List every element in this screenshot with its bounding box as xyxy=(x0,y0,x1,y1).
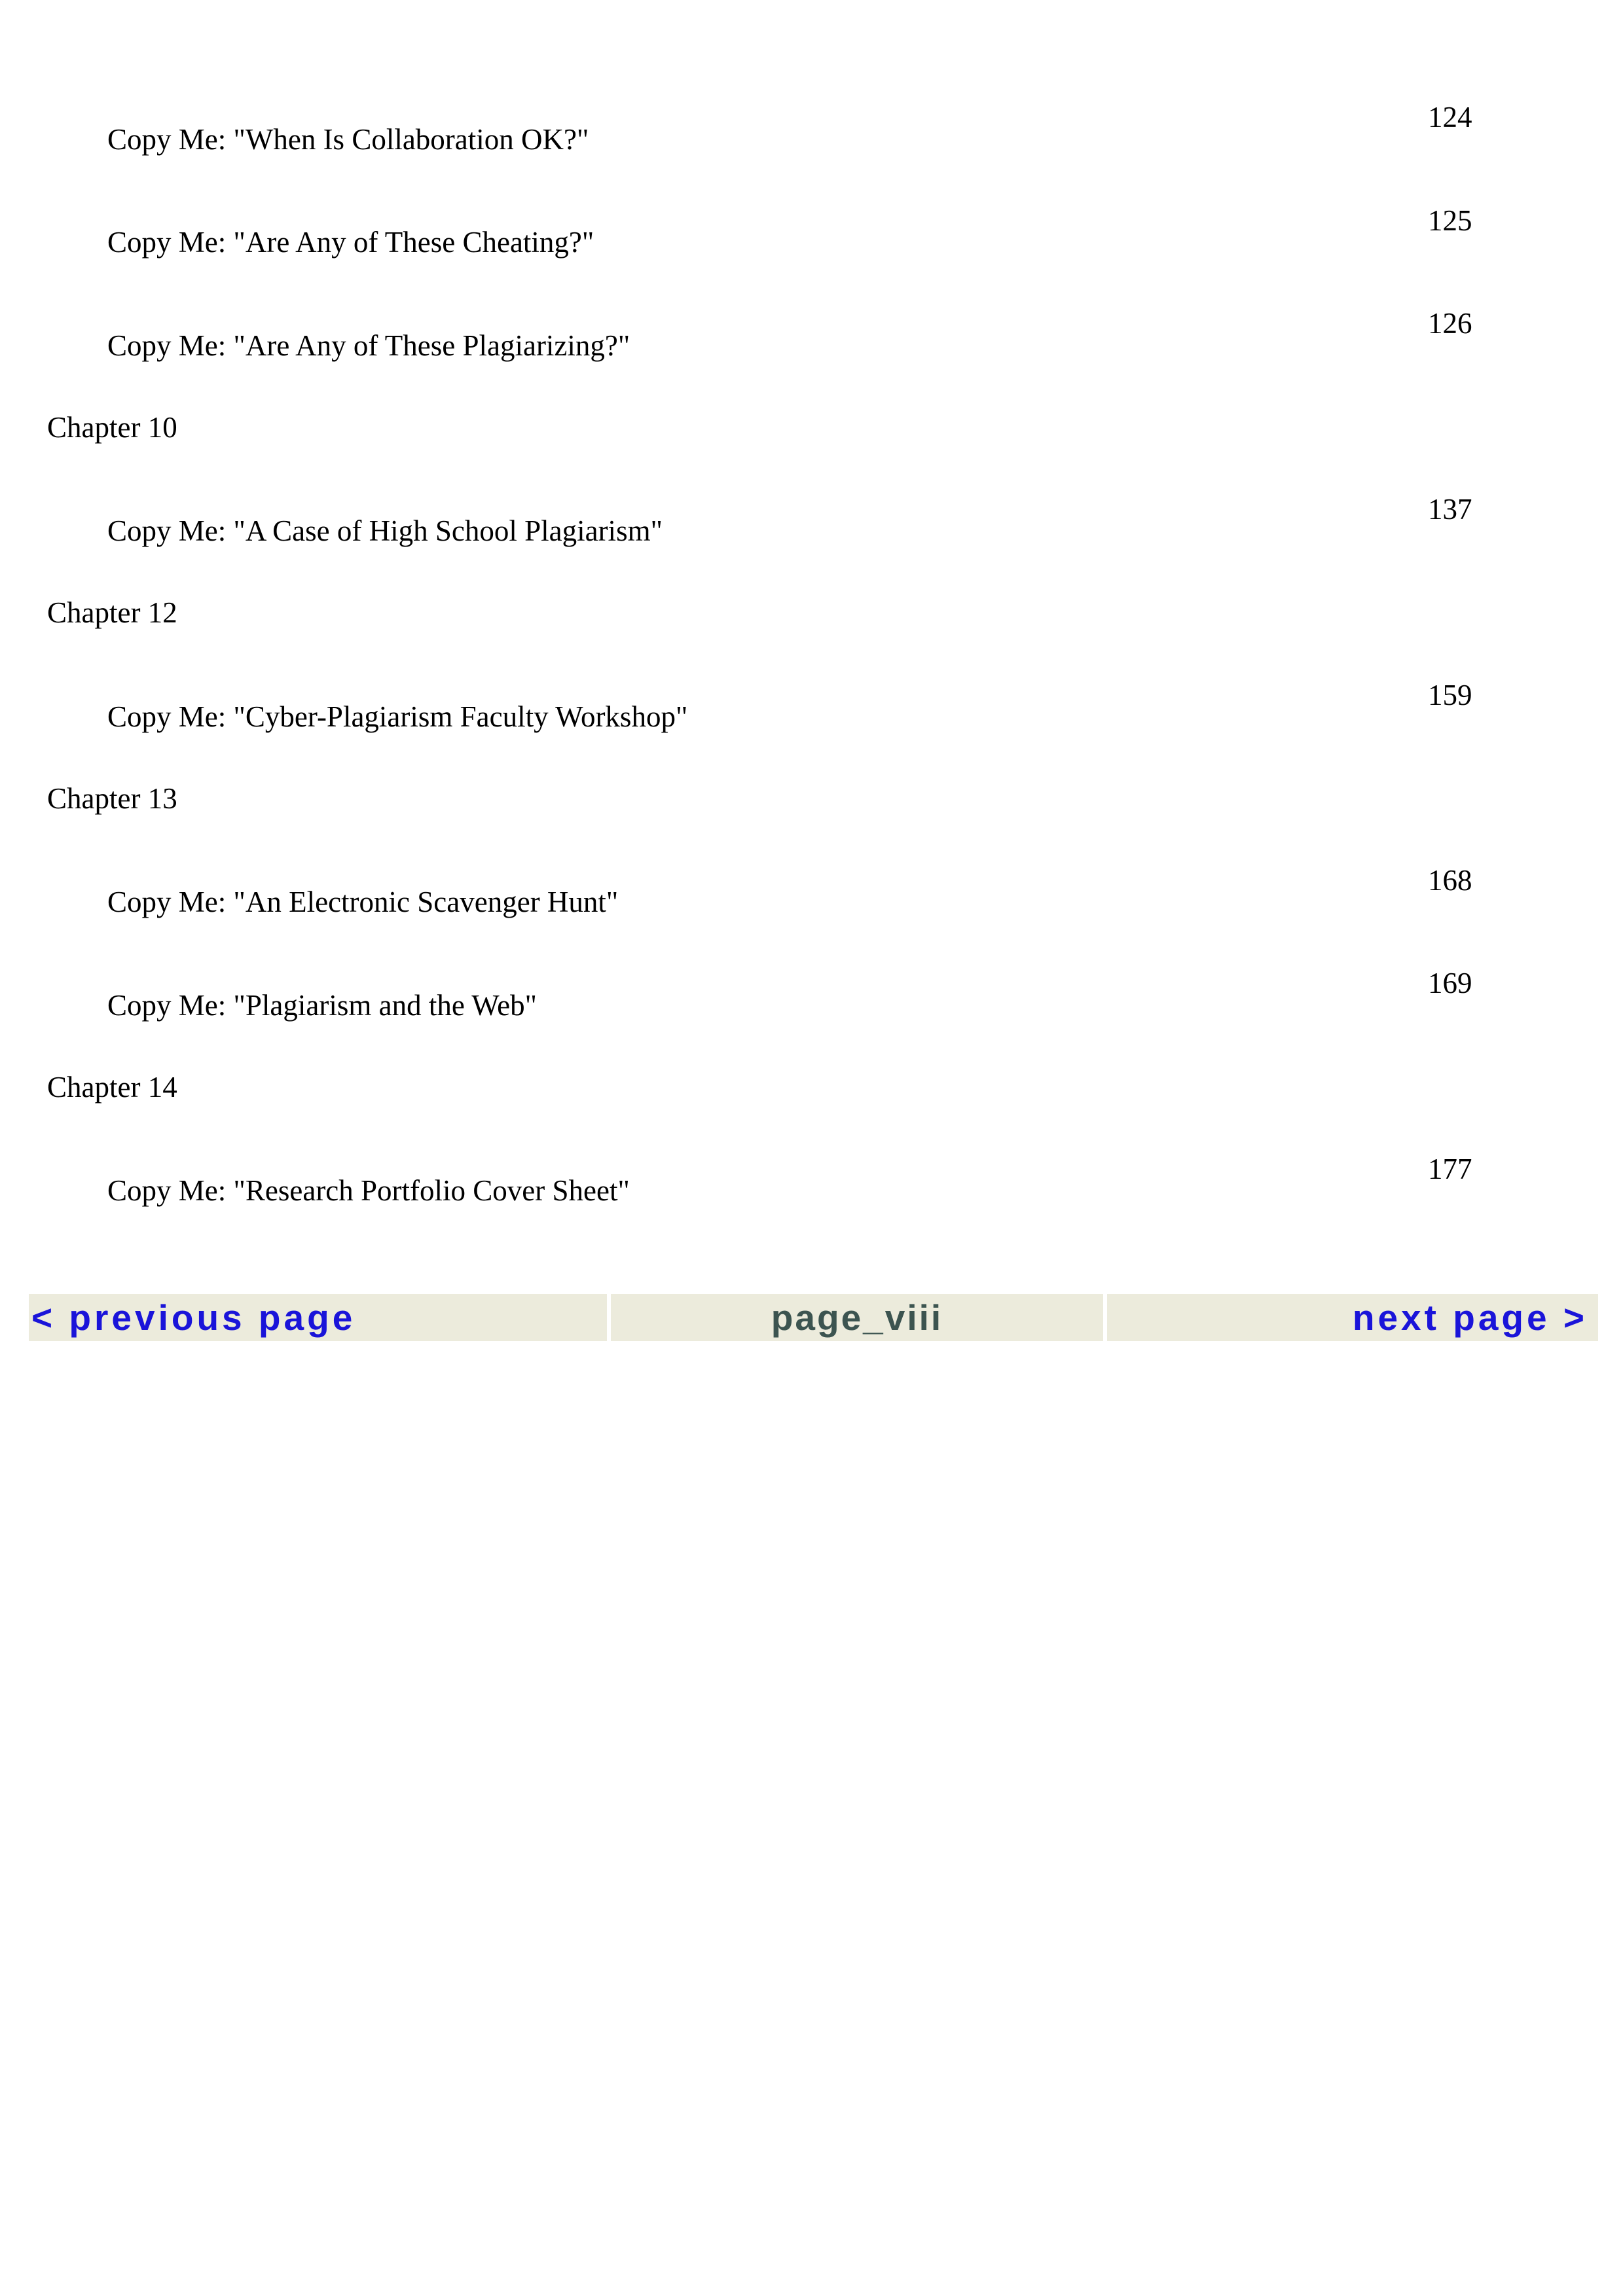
toc-entry-label: Copy Me: "When Is Collaboration OK?" xyxy=(107,123,589,156)
toc-entry-page-number: 137 xyxy=(1428,493,1472,526)
toc-entry-label: Copy Me: "Are Any of These Plagiarizing?" xyxy=(107,329,630,362)
next-page-link[interactable]: next page > xyxy=(1107,1294,1598,1341)
page-navigation-bar xyxy=(29,1294,1598,1341)
toc-entry-label: Copy Me: "A Case of High School Plagiarism" xyxy=(107,514,663,547)
toc-entry-page-number: 177 xyxy=(1428,1153,1472,1185)
chapter-heading: Chapter 10 xyxy=(47,411,177,444)
toc-entry-page-number: 126 xyxy=(1428,307,1472,340)
current-page-indicator: page_viii xyxy=(611,1294,1103,1341)
toc-entry-label: Copy Me: "Are Any of These Cheating?" xyxy=(107,226,594,259)
toc-entry-label: Copy Me: "An Electronic Scavenger Hunt" xyxy=(107,886,619,918)
previous-page-link[interactable]: < previous page xyxy=(29,1294,607,1341)
toc-entry-page-number: 169 xyxy=(1428,967,1472,999)
toc-entry-label: Copy Me: "Research Portfolio Cover Sheet" xyxy=(107,1174,630,1207)
toc-entry-label: Copy Me: "Cyber-Plagiarism Faculty Workshop" xyxy=(107,700,688,733)
toc-entry-page-number: 125 xyxy=(1428,204,1472,237)
chapter-heading: Chapter 12 xyxy=(47,596,177,629)
chapter-heading: Chapter 13 xyxy=(47,782,177,815)
toc-entry-label: Copy Me: "Plagiarism and the Web" xyxy=(107,989,537,1022)
toc-entry-page-number: 124 xyxy=(1428,101,1472,134)
chapter-heading: Chapter 14 xyxy=(47,1071,177,1103)
toc-entry-page-number: 159 xyxy=(1428,679,1472,711)
toc-entry-page-number: 168 xyxy=(1428,864,1472,897)
